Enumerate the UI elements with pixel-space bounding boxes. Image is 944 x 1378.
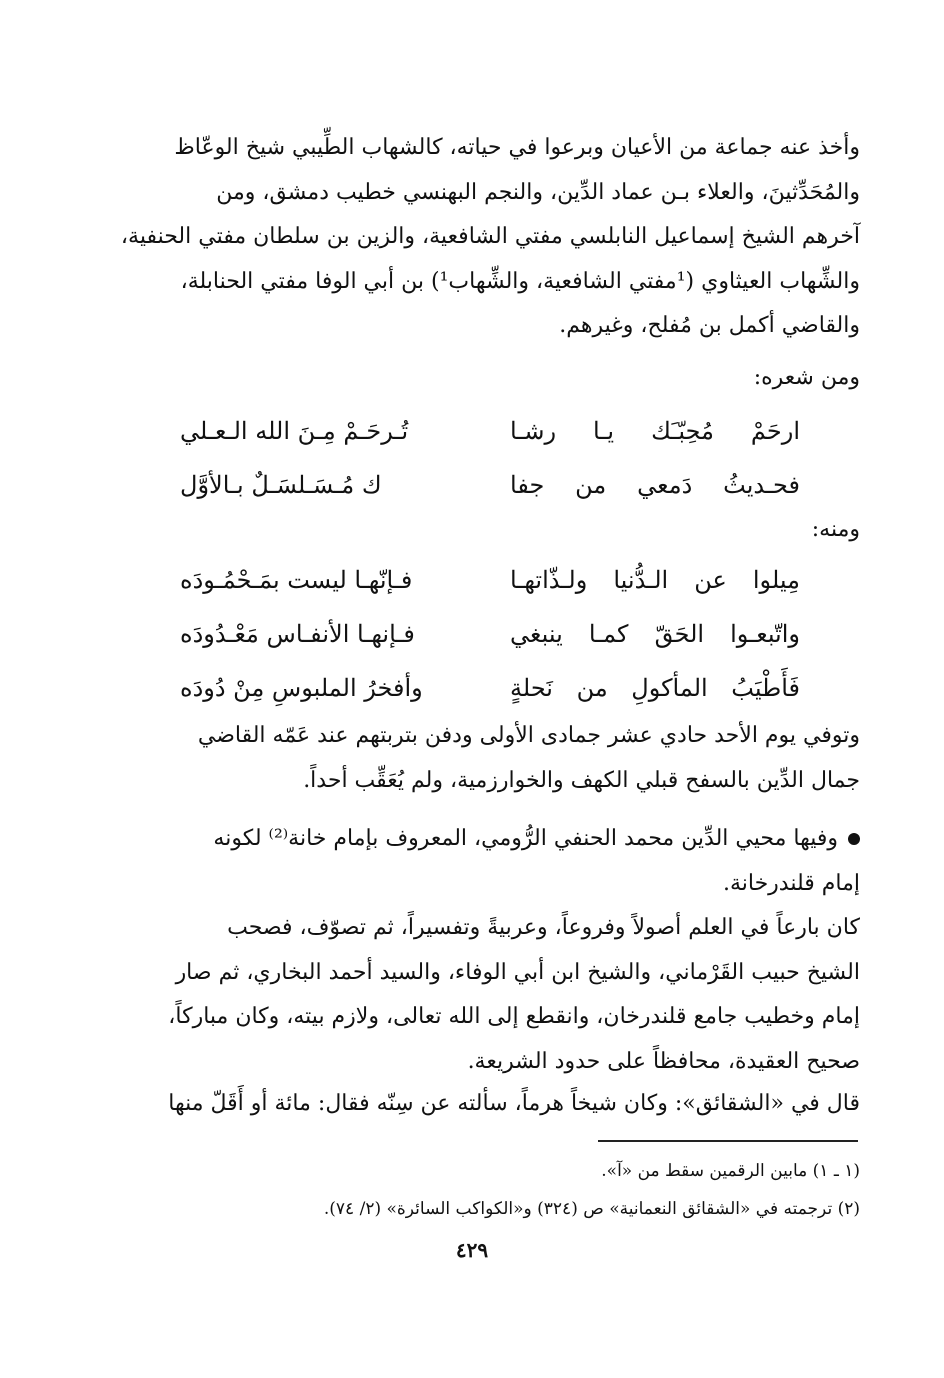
- text-line: قال في «الشقائق»: وكان شيخاً هرماً، سألته عن سِنّه فقال: مائة أو أَقَلّ منها: [168, 1091, 860, 1116]
- text-line: صحيح العقيدة، محافظاً على حدود الشريعة.: [467, 1048, 860, 1074]
- paragraph-students: [110, 126, 860, 349]
- verse-first-hemistich: ارحَمْ مُحِبّـَك يـا رشـا: [510, 417, 800, 445]
- text-line: وأخذ عنه جماعة من الأعيان وبرعوا في حياته، كالشهاب الطِّيبي شيخ الوعّاظ: [174, 135, 860, 160]
- poem-verse: [180, 553, 800, 607]
- text-line: والقاضي أكمل بن مُفلح، وغيرهم.: [559, 313, 860, 338]
- poem-verse: [180, 404, 800, 458]
- verse-first-hemistich: مِيلوا عن الـدُّنيا ولـذّاتهـا: [510, 566, 800, 594]
- text-line: الشيخ حبيب القَرْماني، والشيخ ابن أبي الوفاء، والسيد أحمد البخاري، ثم صار: [175, 959, 860, 985]
- paragraph-quote: [110, 1082, 860, 1127]
- verse-second-hemistich: وأفخرُ الملبوسِ مِنْ دُودَه: [180, 674, 423, 702]
- poem-intro: [110, 508, 860, 553]
- footnote: (٢) ترجمته في «الشقائق النعمانية» ص (٣٢٤) و«الكواكب السائرة» (٢/ ٧٤).: [323, 1199, 860, 1219]
- verse-second-hemistich: فـإنهـا الأنفـاس مَعْـدُودَه: [180, 620, 415, 648]
- poem-intro: [110, 356, 860, 401]
- verse-first-hemistich: واتّبعـوا الحَقّ كمـا ينبغي: [510, 620, 800, 648]
- page-number: ٤٢٩: [455, 1238, 489, 1262]
- footnote-divider: [598, 1140, 858, 1142]
- paragraph-biography: [110, 906, 860, 1084]
- text-line: آخرهم الشيخ إسماعيل النابلسي مفتي الشافعية، والزين بن سلطان مفتي الحنفية،: [120, 224, 860, 249]
- footnote: (١ ـ ١) مابين الرقمين سقط من «آ».: [601, 1161, 860, 1181]
- entry-heading-text: وفيها محيي الدِّين محمد الحنفي الرُّومي، المعروف بإمام خانة⁽²⁾ لكونه: [213, 826, 838, 851]
- paragraph-death: [110, 714, 860, 803]
- verse-second-hemistich: تُـرحَـمْ مِـنَ الله الـعـلي: [180, 417, 409, 445]
- text-line: إمام قلندرخانة.: [722, 870, 860, 896]
- poem-intro-text: ومن شعره:: [753, 365, 860, 390]
- poem-verse: [180, 458, 800, 512]
- footnotes: [110, 1152, 860, 1228]
- text-line: وتوفي يوم الأحد حادي عشر جمادى الأولى ودفن بتربتهم عند عَمّه القاضي: [197, 723, 860, 748]
- verse-second-hemistich: ك مُـسَـلسَـلٌ بـالأوَّل: [180, 471, 382, 499]
- verse-first-hemistich: فحـديثُ دَمعي من جفا: [510, 471, 800, 499]
- text-line: [110, 817, 860, 862]
- entry-paragraph: [110, 817, 860, 906]
- poem-verse: [180, 661, 800, 715]
- poem-intro-text: ومنه:: [811, 517, 860, 542]
- text-line: والمُحَدِّثينَ، والعلاء بـن عماد الدِّين، والنجم البهنسي خطيب دمشق، ومن: [216, 179, 860, 205]
- text-line: إمام وخطيب جامع قلندرخان، وانقطع إلى الله تعالى، ولازم بيته، وكان مباركاً،: [168, 1004, 860, 1029]
- poem-verse: [180, 607, 800, 661]
- poem-second: [180, 553, 800, 715]
- poem-first: [180, 404, 800, 512]
- verse-first-hemistich: فَأَطْيَبُ المأكولِ من نَحلةٍ: [510, 674, 800, 702]
- verse-second-hemistich: فـإنّهـا ليست بمَـحْمُـودَه: [180, 566, 413, 594]
- bullet-icon: [848, 833, 860, 845]
- text-line: جمال الدِّين بالسفح قبلي الكهف والخوارزمية، ولم يُعَقِّب أحداً.: [303, 767, 860, 793]
- text-line: كان بارعاً في العلم أصولاً وفروعاً، وعربيةً وتفسيراً، ثم تصوّف، فصحب: [227, 915, 860, 940]
- text-line: والشِّهاب العيثاوي (¹مفتي الشافعية، والشِّهاب¹) بن أبي الوفا مفتي الحنابلة،: [180, 268, 860, 294]
